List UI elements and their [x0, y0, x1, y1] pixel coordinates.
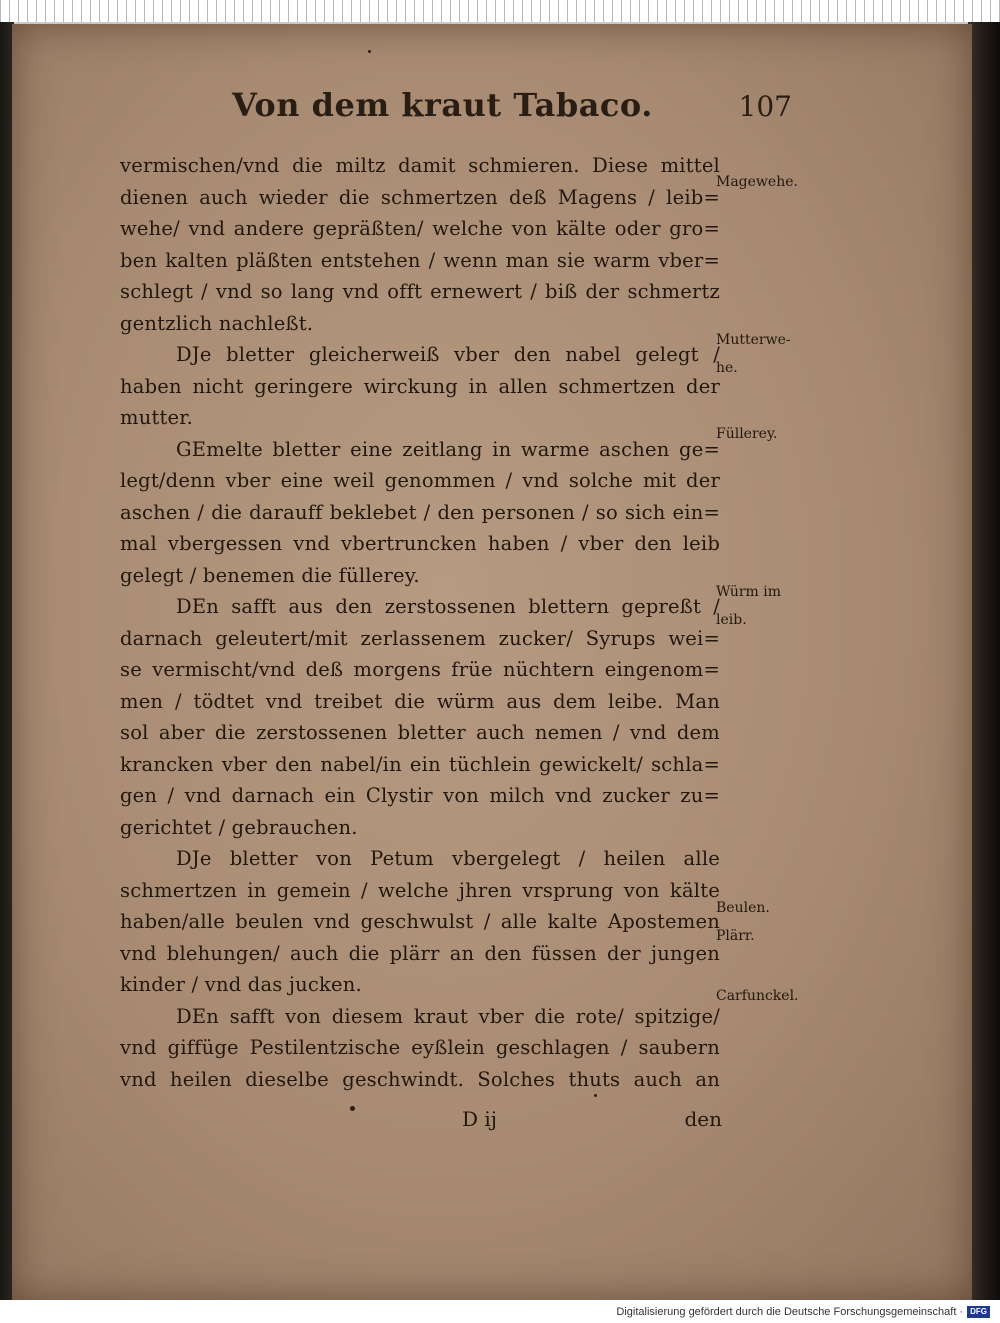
text-line: mutter.: [120, 406, 194, 429]
text-line: krancken vber den nabel/in ein tüchlein gewickelt/ schla=: [120, 752, 720, 776]
text-line: gentzlich nachleßt.: [120, 311, 314, 335]
text-line: se vermischt/vnd deß morgens früe nüchtern eingenom=: [120, 658, 720, 681]
text-line: gen / vnd darnach ein Clystir von milch vnd zucker zu=: [120, 784, 720, 807]
text-line: DEn safft aus den zerstossenen blettern gepreßt /: [176, 595, 720, 618]
text-line: aschen / die darauff beklebet / den personen / so sich ein=: [120, 500, 720, 524]
text-line: vnd giffüge Pestilentzische eyßlein geschlagen / saubern: [120, 1036, 720, 1059]
footer-bar: [0, 1300, 1000, 1323]
text-line: vnd blehungen/ auch die plärr an den füssen der jungen: [120, 941, 720, 965]
text-line: sol aber die zerstossenen bletter auch nemen / vnd dem: [120, 721, 720, 744]
marginal-note: Beulen.: [716, 900, 770, 916]
book-page: [12, 24, 972, 1300]
page-number: 107: [738, 90, 792, 123]
text-line: DEn safft von diesem kraut vber die rote/ spitzige/: [176, 1004, 720, 1028]
signature-row: [352, 1104, 722, 1134]
catchword: den: [684, 1107, 722, 1131]
page-content: [12, 24, 972, 1300]
running-title: Von dem kraut Tabaco.: [232, 86, 653, 124]
text-line: GEmelte bletter eine zeitlang in warme aschen ge=: [176, 437, 720, 461]
text-line: vermischen/vnd die miltz damit schmieren. Diese mittel: [120, 154, 720, 177]
text-line: ben kalten pläßten entstehen / wenn man sie warm vber=: [120, 248, 720, 272]
marginal-note: he.: [716, 360, 738, 376]
marginal-note: leib.: [716, 612, 747, 628]
marginal-note: Magewehe.: [716, 174, 798, 190]
text-line: schmertzen in gemein / welche jhren vrsprung von kälte: [120, 878, 720, 902]
marginal-note: Würm im: [716, 584, 782, 600]
text-line: haben/alle beulen vnd geschwulst / alle kalte Apostemen: [120, 910, 720, 933]
ink-speck: [368, 50, 371, 53]
text-line: wehe/ vnd andere gepräßten/ welche von kälte oder gro=: [120, 217, 720, 240]
marginal-note: Carfunckel.: [716, 988, 799, 1004]
signature-mark: D ij: [462, 1107, 497, 1131]
funding-credit: Digitalisierung gefördert durch die Deutsche Forschungsgemeinschaft ·: [616, 1305, 964, 1318]
text-line: dienen auch wieder die schmertzen deß Magens / leib=: [120, 185, 720, 209]
text-line: vnd heilen dieselbe geschwindt. Solches thuts auch an: [120, 1067, 720, 1091]
text-line: legt/denn vber eine weil genommen / vnd solche mit der: [120, 469, 720, 492]
text-line: kinder / vnd das jucken.: [120, 973, 362, 996]
text-line: mal vbergessen vnd vbertruncken haben / vber den leib: [120, 532, 720, 555]
ink-speck: [594, 1094, 597, 1097]
dfg-logo: DFG: [967, 1306, 990, 1318]
scanner-ruler: [0, 0, 1000, 24]
text-line: men / tödtet vnd treibet die würm aus dem leibe. Man: [120, 689, 720, 713]
marginal-note: Plärr.: [716, 928, 755, 944]
text-line: gelegt / benemen die füllerey.: [120, 563, 420, 587]
ink-speck: [350, 1106, 355, 1111]
text-line: DJe bletter gleicherweiß vber den nabel gelegt /: [176, 343, 720, 366]
marginal-note: Füllerey.: [716, 426, 778, 442]
text-line: schlegt / vnd so lang vnd offt ernewert / biß der schmertz: [120, 280, 720, 303]
text-line: haben nicht geringere wirckung in allen schmertzen der: [120, 374, 720, 398]
body-text: [120, 150, 720, 1095]
marginal-note: Mutterwe-: [716, 332, 791, 348]
text-line: darnach geleutert/mit zerlassenem zucker/ Syrups wei=: [120, 626, 720, 650]
text-line: gerichtet / gebrauchen.: [120, 815, 358, 839]
page-header: [232, 86, 792, 136]
text-line: DJe bletter von Petum vbergelegt / heilen alle: [176, 847, 720, 870]
book-spine-right: [968, 22, 1000, 1300]
